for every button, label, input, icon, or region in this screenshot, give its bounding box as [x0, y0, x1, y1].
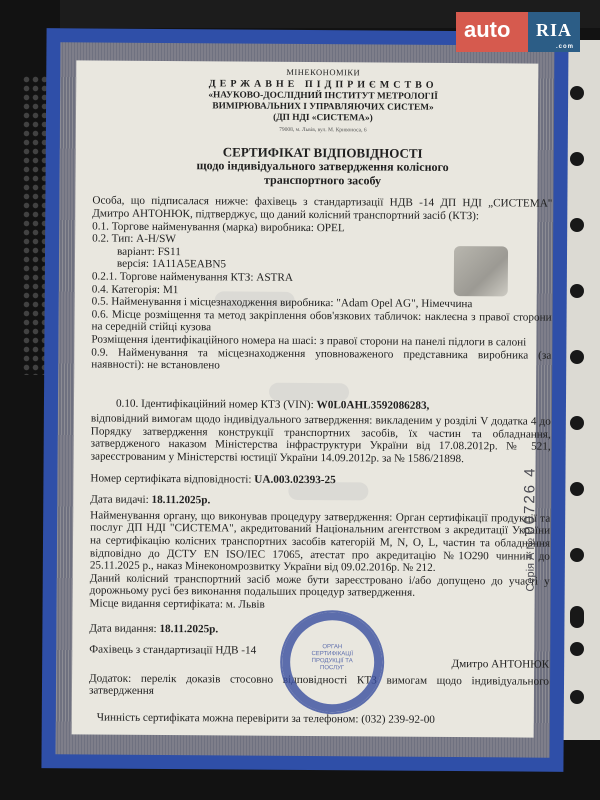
serial-number	[521, 466, 539, 591]
issue-date	[90, 494, 550, 510]
document-title: СЕРТИФІКАТ ВІДПОВІДНОСТІ	[222, 144, 423, 161]
field-label: Дата видачі:	[90, 493, 149, 507]
field-label: версія:	[116, 258, 150, 271]
punch-hole	[570, 284, 584, 298]
document-subtitle-1: щодо індивідуального затвердження колісного	[196, 158, 449, 175]
intro-text: Особа, що підписалася нижче: фахівець з стандартизації НДВ -14 ДП НДІ „СИСТЕМА" Дмитро АНТОНЮК, підтверджує, що даний колісний транспортний засіб (КТЗ):	[92, 194, 553, 223]
logo-ria	[528, 12, 580, 52]
field-value: м. Львів	[225, 598, 265, 611]
signatory-name: Дмитро АНТОНЮК	[451, 658, 550, 671]
org-address: 79008, м. Львів, вул. М. Кривоноса, 6	[279, 127, 367, 134]
org-line-3: ВИМІРЮВАЛЬНИХ І УПРАВЛЯЮЧИХ СИСТЕМ»	[212, 101, 434, 114]
official-stamp	[280, 610, 385, 715]
logo-auto: auto	[456, 12, 528, 52]
field-label: 0.4. Категорія:	[91, 283, 161, 296]
field-value: A-H/SW	[136, 232, 176, 246]
document-subtitle-2: транспортного засобу	[263, 173, 382, 188]
signatory-position: Фахівець з стандартизації НДВ -14	[89, 643, 257, 657]
ministry: МІНЕКОНОМІКИ	[286, 66, 361, 78]
punch-hole	[570, 482, 584, 496]
field-plates	[91, 308, 551, 336]
org-line-2: «НАУКОВО-ДОСЛІДНИЙ ІНСТИТУТ МЕТРОЛОГІЇ	[208, 90, 438, 103]
field-label: Розміщення ідентифікаційного номера на шасі:	[91, 333, 317, 347]
logo-suffix: .com	[556, 44, 575, 50]
field-value: наклеєна з правої сторони на середній стійці кузова	[91, 310, 552, 334]
issuer-header	[92, 65, 553, 190]
autoria-watermark	[456, 12, 580, 52]
field-label: Дата видання:	[89, 622, 157, 635]
punch-hole	[570, 548, 584, 562]
field-value: M1	[162, 283, 179, 296]
field-value: FS11	[157, 245, 181, 258]
stamp-text: ОРГАН СЕРТИФІКАЦІЇ ПРОДУКЦІЇ ТА ПОСЛУГ	[311, 644, 354, 672]
org-line-4: (ДП НДІ «СИСТЕМА»)	[273, 112, 373, 124]
org-line-1: ДЕРЖАВНЕ ПІДПРИЄМСТВО	[208, 77, 438, 91]
field-label: 0.6. Місце розміщення та метод закріплення обов'язкових табличок:	[91, 308, 422, 323]
issue-date-value: 18.11.2025р.	[159, 622, 219, 635]
appendix-text: Додаток: перелік доказів стосовно відповідності КТЗ вимогам щодо індивідуального затвердження	[88, 672, 550, 698]
field-label: 0.5. Найменування і місцезнаходження виробника:	[91, 295, 334, 310]
field-value: 1A11A5EABN5	[151, 258, 227, 271]
punch-hole	[570, 86, 584, 100]
field-value: ASTRA	[256, 271, 294, 284]
serial-value: 00726 4	[521, 466, 539, 535]
field-value: OPEL	[316, 221, 345, 234]
validity-text: Чинність сертифіката можна перевірити за телефоном: (032) 239-92-00	[96, 711, 435, 726]
punch-hole	[570, 350, 584, 364]
field-label: 0.1. Торгове найменування (марка) виробника:	[92, 220, 314, 234]
punch-hole	[570, 690, 584, 704]
field-label: 0.2.1. Торгове найменування КТЗ:	[91, 270, 254, 284]
compliance-text: відповідний вимогам щодо індивідуального затвердження: викладеним у розділі V додатка 4 до Порядку затвердження конструкції транспортних засобів, їх частин та обладнання, затвердженого наказом Міністерства інфраструктури України від 17.08.2012р. № 521, зареєстрованим у Міністерстві юстиції України 14.09.2012р. за № 1586/21898.	[90, 412, 551, 466]
field-value: не встановлено	[147, 358, 220, 372]
certificate-number	[90, 472, 550, 488]
vin-value: W0L0AHL3592086283,	[316, 398, 430, 412]
field-label: 0.9. Найменування та місцезнаходження уповноваженого представника виробника (за наявності):	[91, 346, 552, 371]
field-label: Номер сертифіката відповідності:	[90, 472, 252, 486]
field-vin	[91, 397, 551, 413]
approval-body-text: Найменування органу, що виконував процедуру затвердження: Орган сертифікації продукції та послуг ДП НДІ "СИСТЕМА", акредитований Національним агентством з акредитації України на сертифікацію колісних транспортних засобів категорій M, N, O, L, частин та обладнання відповідно до ДСТУ EN ISO/IEC 17065, атестат про акредитацію №1О290 чинний до 25.11.2025 р., наказ Мінекономрозвитку України від 09.02.2016р. № 212.	[89, 509, 551, 575]
registration-text: Даний колісний транспортний засіб може бути зареєстровано і/або допущено до участі у дорожньому русі без виконання подальших процедур затвердження.	[89, 572, 550, 600]
punch-hole	[570, 416, 584, 430]
field-label: Місце видання сертифіката:	[89, 597, 224, 611]
field-representative	[91, 346, 551, 374]
certificate-number-value: UA.003.02393-25	[254, 473, 336, 486]
serial-label: Серія А №	[524, 537, 538, 592]
certificate	[41, 28, 568, 772]
field-label: 0.2. Тип:	[92, 232, 134, 245]
field-value: з правої сторони на панелі підлоги в салоні	[319, 335, 527, 349]
punch-hole	[570, 642, 584, 656]
logo-ria-text: RIA	[536, 20, 573, 40]
field-label: 0.10. Ідентифікаційний номер КТЗ (VIN):	[115, 397, 314, 411]
punch-hole	[570, 606, 584, 628]
field-value: "Adam Opel AG", Німеччина	[336, 297, 473, 311]
field-label: варіант:	[116, 245, 155, 258]
punch-hole	[570, 152, 584, 166]
issue-date-value: 18.11.2025р.	[151, 494, 211, 507]
punch-hole	[570, 218, 584, 232]
